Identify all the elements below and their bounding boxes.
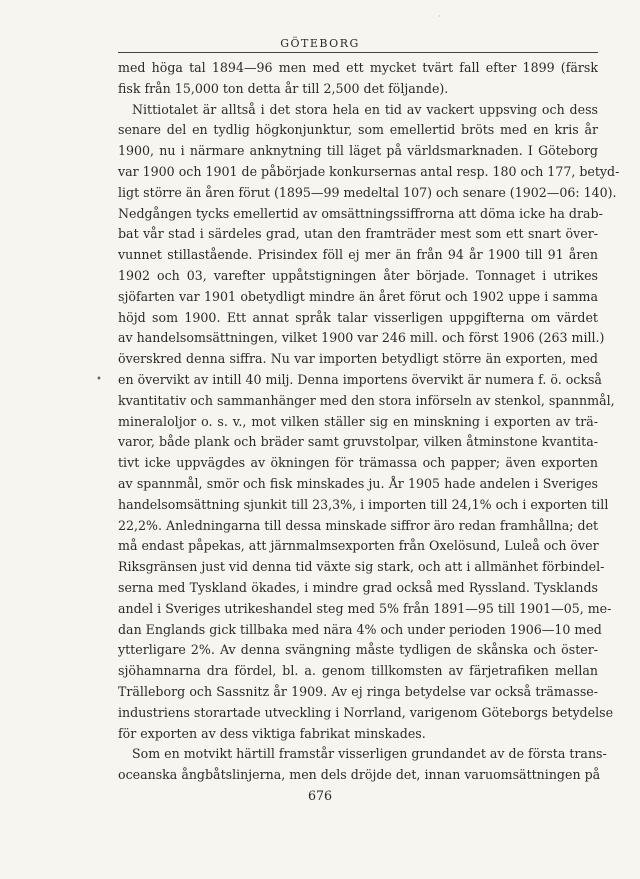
text-line: en övervikt av intill 40 milj. Denna importens övervikt är numera f. ö. också [118,371,602,387]
text-line: fisk från 15,000 ton detta år till 2,500 det följande). [118,80,449,96]
margin-mark: • [96,374,102,385]
text-line: Riksgränsen just vid denna tid växte sig stark, och att i allmänhet förbindel- [118,559,605,575]
paragraph-3 [118,744,607,786]
text-line: andel i Sveriges utrikeshandel steg med 5% från 1891—95 till 1901—05, me- [118,600,612,616]
text-line: oceanska ångbåtslinjerna, men dels dröjde det, innan varuomsättningen på [118,767,601,783]
text-line: 1900, nu i närmare anknytning till läget på världsmarknaden. I Göteborg [118,143,598,159]
paragraph-1 [118,58,598,100]
text-line: industriens storartade utveckling i Norrland, varigenom Göteborgs betydelse [118,704,614,720]
text-line: sjöfarten var 1901 obetydligt mindre än året förut och 1902 uppe i samma [118,288,598,304]
page-number: 676 [307,788,333,803]
header-rule [118,52,598,53]
text-line: ligt större än åren förut (1895—99 medeltal 107) och senare (1902—06: 140). [118,184,617,200]
text-line: mineraloljor o. s. v., mot vilken ställer sig en minskning i exporten av trä- [118,413,598,429]
text-line: av spannmål, smör och fisk minskades ju. År 1905 hade andelen i Sveriges [118,475,598,491]
paragraph-2 [118,100,620,745]
text-line: tivt icke uppvägdes av ökningen för trämassa och papper; även exporten [118,455,598,471]
text-line: Trälleborg och Sassnitz år 1909. Av ej ringa betydelse var också trämasse- [118,683,598,699]
top-mark: · [438,12,441,21]
text-line: för exporten av dess viktiga fabrikat minskades. [118,725,426,741]
text-line: av handelsomsättningen, vilket 1900 var 246 mill. och först 1906 (263 mill.) [118,330,605,346]
text-line: må endast påpekas, att järnmalmsexporten från Oxelösund, Luleå och över [118,538,599,554]
text-line: bat vår stad i särdeles grad, utan den framträder mest som ett snart över- [118,226,598,242]
text-line: vunnet stillastående. Prisindex föll ej mer än från 94 år 1900 till 91 åren [118,247,598,263]
text-line: kvantitativ och sammanhänger med den stora införseln av stenkol, spannmål, [118,392,615,408]
text-line: varor, både plank och bräder samt gruvstolpar, vilken åtminstone kvantita- [118,434,598,450]
text-line: var 1900 och 1901 de påbörjade konkursernas antal resp. 180 och 177, betyd- [118,163,620,179]
body-text [118,58,620,786]
text-line: Som en motvikt härtill framstår visserligen grundandet av de första trans- [132,746,607,762]
text-line: 22,2%. Anledningarna till dessa minskade siffror äro redan framhållna; det [118,517,599,533]
text-line: senare del en tydlig högkonjunktur, som emellertid bröts med en kris år [118,122,598,138]
text-line: med höga tal 1894—96 men med ett mycket tvärt fall efter 1899 (färsk [118,60,598,75]
text-line: 1902 och 03, varefter uppåtstigningen åter började. Tonnaget i utrikes [118,267,598,283]
text-line: höjd som 1900. Ett annat språk talar visserligen uppgifterna om värdet [118,309,598,325]
text-line: dan Englands gick tillbaka med nära 4% och under perioden 1906—10 med [118,621,602,637]
text-line: ytterligare 2%. Av denna svängning måste tydligen de skånska och öster- [118,642,598,658]
text-line: sjöhamnarna dra fördel, bl. a. genom tillkomsten av färjetrafiken mellan [118,663,598,679]
text-line: överskred denna siffra. Nu var importen betydligt större än exporten, med [118,351,598,367]
text-line: Nittiotalet är alltså i det stora hela en tid av vackert uppsving och dess [132,101,598,117]
running-head: GÖTEBORG [280,37,360,50]
text-line: Nedgången tycks emellertid av omsättningssiffrorna att döma icke ha drab- [118,205,603,221]
text-line: handelsomsättning sjunkit till 23,3%, i importen till 24,1% och i exporten till [118,496,609,512]
text-line: serna med Tyskland ökades, i mindre grad också med Ryssland. Tysklands [118,579,598,595]
